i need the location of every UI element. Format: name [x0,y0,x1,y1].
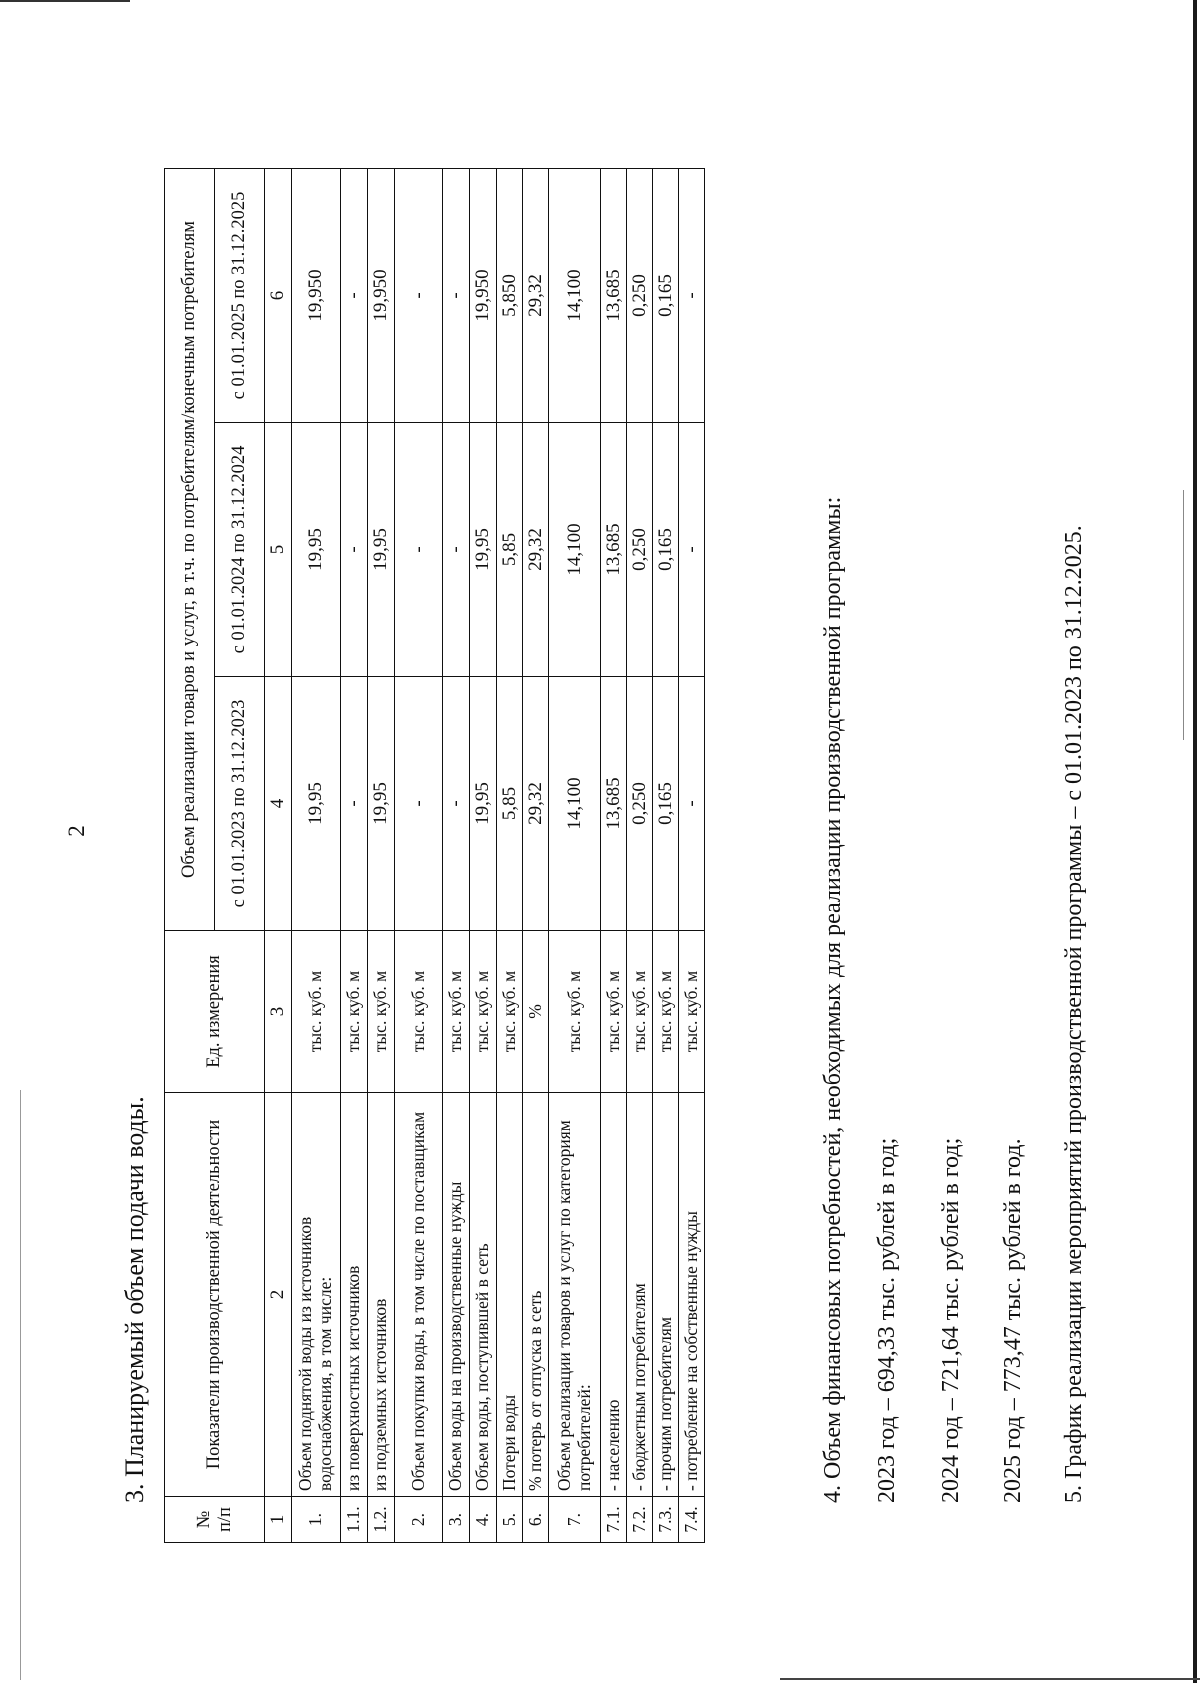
row-num: 3. [443,1497,470,1543]
row-indicator: Объем воды на производственные нужды [443,1093,470,1497]
column-number: 4 [265,677,292,931]
row-unit: тыс. куб. м [443,931,470,1093]
row-value-2025: 14,100 [549,169,601,423]
table-row [497,169,523,1543]
header-num: № п/п [165,1497,265,1543]
row-value-2024: 19,95 [292,423,341,677]
row-indicator: - населению [601,1093,627,1497]
row-value-2023: 19,95 [470,677,497,931]
row-value-2025: - [679,169,705,423]
column-number: 5 [265,423,292,677]
row-value-2024: 29,32 [523,423,549,677]
row-value-2024: - [395,423,443,677]
row-unit: тыс. куб. м [653,931,679,1093]
row-value-2025: - [443,169,470,423]
row-value-2025: 19,950 [470,169,497,423]
header-period-2025: с 01.01.2025 по 31.12.2025 [215,169,265,423]
header-volume-group: Объем реализации товаров и услуг, в т.ч. по потребителям/конечным потребителям [165,169,215,931]
row-unit: тыс. куб. м [368,931,395,1093]
row-value-2023: - [341,677,368,931]
row-value-2025: 0,165 [653,169,679,423]
row-unit: тыс. куб. м [497,931,523,1093]
row-value-2025: 29,32 [523,169,549,423]
header-period-2023: с 01.01.2023 по 31.12.2023 [215,677,265,931]
table-row [470,169,497,1543]
row-value-2024: 13,685 [601,423,627,677]
row-value-2025: 19,950 [292,169,341,423]
table-row [549,169,601,1543]
row-indicator: Объем поднятой воды из источников водоснабжения, в том числе: [292,1093,341,1497]
row-value-2023: 13,685 [601,677,627,931]
row-indicator: из поверхностных источников [341,1093,368,1497]
row-indicator: % потерь от отпуска в сеть [523,1093,549,1497]
header-row-1 [165,169,215,1543]
column-number: 3 [265,931,292,1093]
section-4-title: 4. Объем финансовых потребностей, необходимых для реализации производственной программы: [820,496,846,1503]
row-value-2024: - [679,423,705,677]
row-value-2025: 13,685 [601,169,627,423]
row-value-2024: 19,95 [470,423,497,677]
row-value-2023: 19,95 [292,677,341,931]
section-3-title: 3. Планируемый объем подачи воды. [120,1096,149,1503]
row-num: 4. [470,1497,497,1543]
row-value-2024: 14,100 [549,423,601,677]
row-value-2023: 0,165 [653,677,679,931]
financial-need-2024: 2024 год – 721,64 тыс. рублей в год; [938,1137,964,1503]
row-value-2023: 29,32 [523,677,549,931]
row-value-2024: 0,165 [653,423,679,677]
row-indicator: Объем реализации товаров и услуг по категориям потребителей: [549,1093,601,1497]
row-value-2025: 5,850 [497,169,523,423]
header-unit: Ед. измерения [165,931,265,1093]
row-num: 7.1. [601,1497,627,1543]
header-period-2024: с 01.01.2024 по 31.12.2024 [215,423,265,677]
row-value-2023: 19,95 [368,677,395,931]
section-5-title: 5. График реализации мероприятий производственной программы – с 01.01.2023 по 31.12.2025. [1061,525,1087,1503]
row-unit: тыс. куб. м [627,931,653,1093]
row-num: 1.1. [341,1497,368,1543]
row-num: 6. [523,1497,549,1543]
column-number: 6 [265,169,292,423]
table-row [368,169,395,1543]
header-indicator: Показатели производственной деятельности [165,1093,265,1497]
row-value-2024: 5,85 [497,423,523,677]
row-value-2025: - [395,169,443,423]
financial-need-2025: 2025 год – 773,47 тыс. рублей в год. [1000,1138,1026,1503]
page-number: 2 [64,825,89,837]
table-row [523,169,549,1543]
row-num: 7.3. [653,1497,679,1543]
financial-need-2023: 2023 год – 694,33 тыс. рублей в год; [874,1137,900,1503]
row-indicator: - потребление на собственные нужды [679,1093,705,1497]
column-numbers-row [265,169,292,1543]
row-num: 7.2. [627,1497,653,1543]
table-row [292,169,341,1543]
table-row [601,169,627,1543]
table-row [443,169,470,1543]
row-num: 7. [549,1497,601,1543]
row-value-2024: 19,95 [368,423,395,677]
row-num: 1. [292,1497,341,1543]
row-value-2025: 0,250 [627,169,653,423]
table-row [627,169,653,1543]
row-unit: % [523,931,549,1093]
row-unit: тыс. куб. м [395,931,443,1093]
column-number: 1 [265,1497,292,1543]
row-unit: тыс. куб. м [470,931,497,1093]
row-value-2023: 0,250 [627,677,653,931]
row-num: 1.2. [368,1497,395,1543]
row-value-2023: - [679,677,705,931]
row-value-2023: 5,85 [497,677,523,931]
row-unit: тыс. куб. м [341,931,368,1093]
row-value-2024: - [341,423,368,677]
row-value-2023: - [395,677,443,931]
row-num: 2. [395,1497,443,1543]
row-indicator: Объем воды, поступившей в сеть [470,1093,497,1497]
row-value-2025: - [341,169,368,423]
row-unit: тыс. куб. м [549,931,601,1093]
water-supply-table [164,168,705,1543]
table-row [341,169,368,1543]
row-unit: тыс. куб. м [679,931,705,1093]
column-number: 2 [265,1093,292,1497]
row-value-2025: 19,950 [368,169,395,423]
row-unit: тыс. куб. м [292,931,341,1093]
table-row [395,169,443,1543]
row-unit: тыс. куб. м [601,931,627,1093]
row-value-2024: - [443,423,470,677]
row-indicator: - бюджетным потребителям [627,1093,653,1497]
row-indicator: из подземных источников [368,1093,395,1497]
row-indicator: Потери воды [497,1093,523,1497]
row-num: 7.4. [679,1497,705,1543]
row-value-2023: - [443,677,470,931]
table-row [653,169,679,1543]
row-value-2023: 14,100 [549,677,601,931]
table-row [679,169,705,1543]
row-indicator: - прочим потребителям [653,1093,679,1497]
row-num: 5. [497,1497,523,1543]
row-indicator: Объем покупки воды, в том числе по поставщикам [395,1093,443,1497]
row-value-2024: 0,250 [627,423,653,677]
